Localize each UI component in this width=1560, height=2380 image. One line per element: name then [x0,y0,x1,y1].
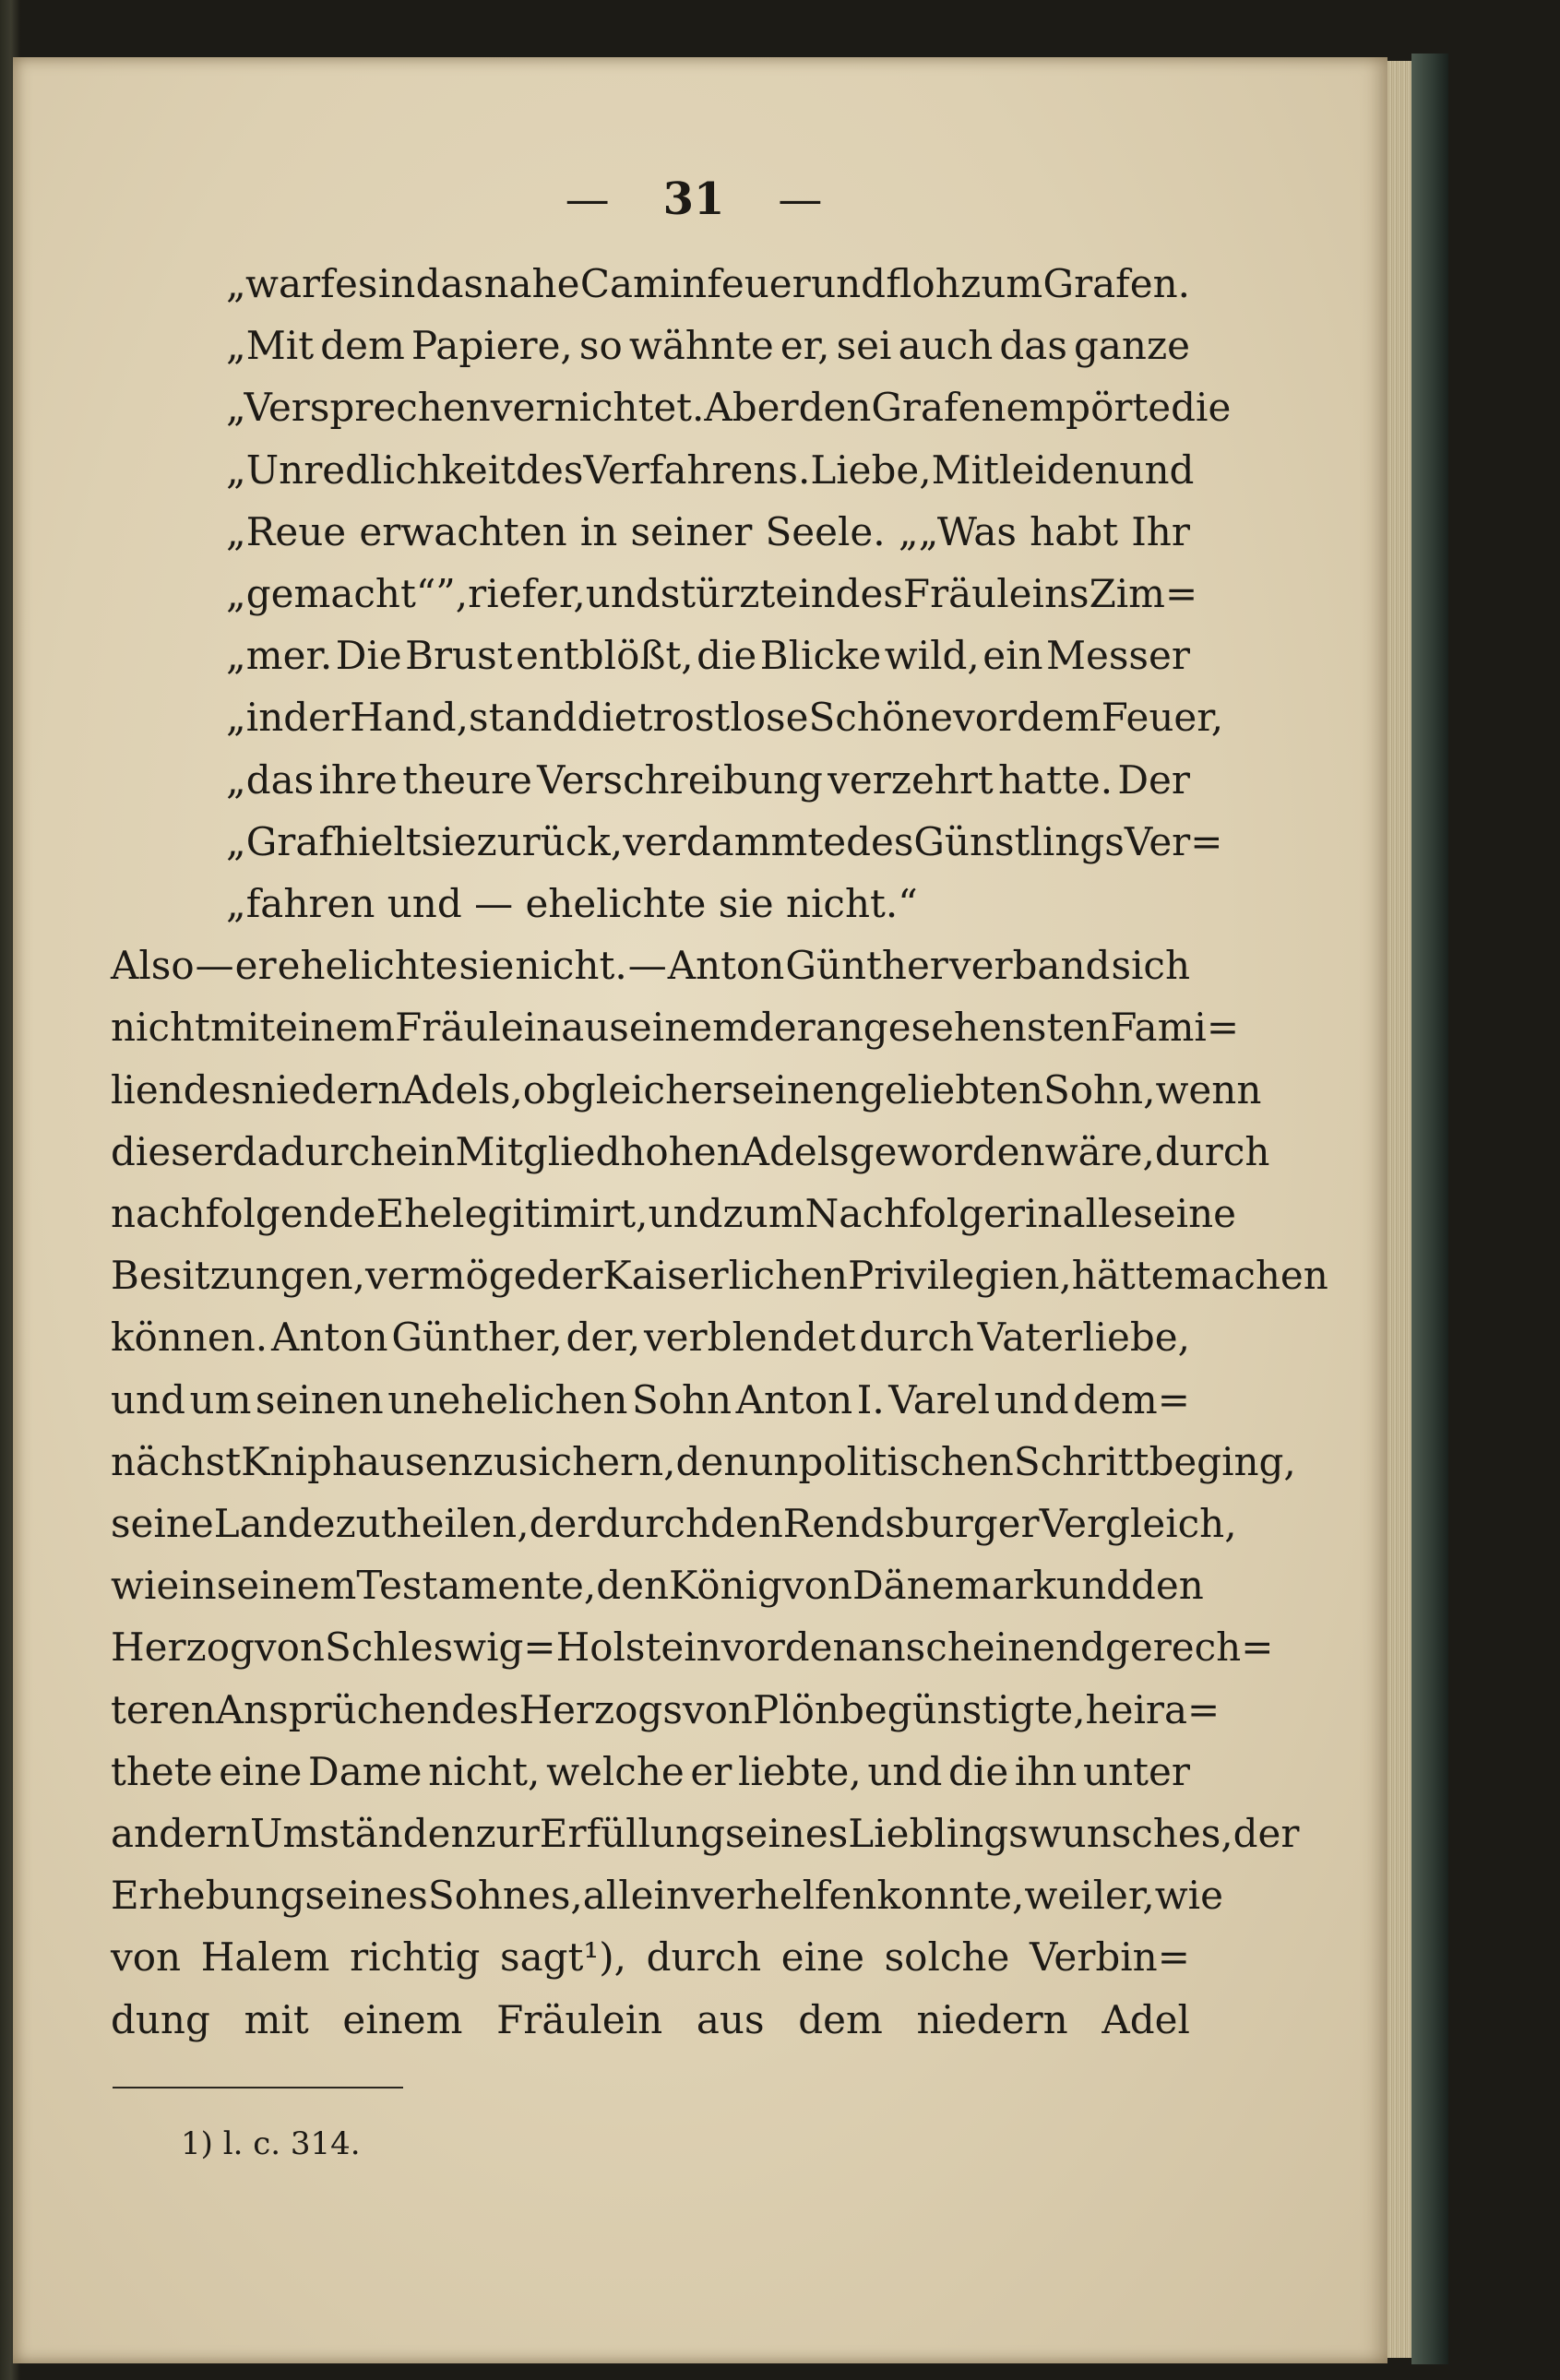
text-line: nicht mit einem Fräulein aus einem der angesehensten Fami= [111,1005,1240,1051]
text-line: und um seinen unehelichen Sohn Anton I. Varel und dem= [111,1376,1190,1422]
text-line: dung mit einem Fräulein aus dem niedern Adel [111,1996,1190,2042]
text-line: „warf es in das nahe Caminfeuer und floh zum Grafen. [226,261,1190,306]
page-number: 31 [662,173,725,225]
text-line: „Unredlichkeit des Verfahrens. Liebe, Mitleiden und [226,446,1195,493]
text-line: „Mit dem Papiere, so wähnte er, sei auch das ganze [226,323,1190,369]
page-edges [1387,61,1411,2358]
text-line: „Versprechen vernichtet. Aber den Grafen empörte die [226,385,1232,431]
text-line: seine Lande zu theilen, der durch den Rendsburger Vergleich, [111,1501,1237,1546]
text-line: „fahren und — ehelichte sie nicht.“ [226,881,918,926]
footnote-rule [113,2087,403,2088]
text-line: „Reue erwachten in seiner Seele. „„Was habt Ihr [226,508,1190,554]
text-line: dieser dadurch ein Mitglied hohen Adels geworden wäre, durch [111,1128,1270,1174]
text-line: „gemacht“”, rief er, und stürzte in des Fräuleins Zim= [226,571,1198,616]
footnote-mark: 1) [181,2125,213,2162]
text-line: „das ihre theure Verschreibung verzehrt hatte. Der [226,756,1190,803]
text-line: „mer. Die Brust entblößt, die Blicke wild, ein Messer [226,633,1190,679]
text-line: nachfolgende Ehe legitimirt, und zum Nachfolger in alle seine [111,1191,1236,1236]
text-line: Also — er ehelichte sie nicht. — Anton Günther verband sich [111,943,1190,989]
text-line: Erhebung seines Sohnes, allein verhelfen konnte, weil er, wie [111,1873,1223,1919]
text-line: „in der Hand, stand die trostlose Schöne vor dem Feuer, [226,695,1224,741]
text-line: lien des niedern Adels, obgleich er seinen geliebten Sohn, wenn [111,1066,1262,1113]
text-line: andern Umständen zur Erfüllung seines Lieblingswunsches, der [111,1811,1300,1856]
text-line: wie in seinem Testamente, den König von Dänemark und den [111,1563,1204,1609]
page-header [0,173,1387,225]
book-cover-edge [1411,54,1448,2364]
footnote-text: l. c. 314. [222,2125,361,2162]
header-dash-left: — [565,173,610,225]
text-line: „Graf hielt sie zurück, verdammte des Günstlings Ver= [226,818,1223,864]
text-line: thete eine Dame nicht, welche er liebte, und die ihn unter [111,1748,1190,1794]
text-line: von Halem richtig sagt¹), durch eine solche Verbin= [111,1934,1190,1981]
text-line: nächst Kniphausen zu sichern, den unpolitischen Schritt beging, [111,1438,1296,1484]
text-line: können. Anton Günther, der, verblendet durch Vaterliebe, [111,1315,1190,1361]
text-line: Besitzungen, vermöge der Kaiserlichen Privilegien, hätte machen [111,1253,1328,1299]
header-dash-right: — [778,173,823,225]
text-line: teren Ansprüchen des Herzogs von Plön begünstigte, heira= [111,1686,1221,1732]
text-line: Herzog von Schleswig=Holstein vor den anscheinend gerech= [111,1624,1274,1671]
footnote [181,2122,361,2166]
